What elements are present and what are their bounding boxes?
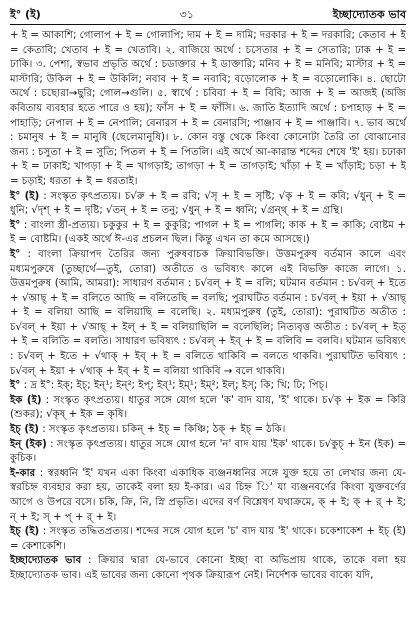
entry-text: : বাংলা স্ত্রী-প্রত্যয়। চকুকুর + ই = কুকুরি; পাগল + ই = পাগলি; কাক + ই = কাকি; বোষ্টম + ই = বোষ্টমি। (একই অর্থে ঈ-এর প্রচলন ছিল। কিন্তু এখন তা কমে আসছে।) (10, 219, 407, 246)
entry-text: : স্বরধ্বনি 'ই' যখন একা কিংবা একাধিক ব্যঞ্জনধ্বনির সঙ্গে যুক্ত হয়ে তা লেখার জন্য যে-স্বরচিহ্ন ব্যবহার করা হয়, তাকেই বলা হয় ই-কার। এর চিহ্ন 'ি' যা ব্যঞ্জনবর্ণের কিংবা যুক্তবর্ণের আগে ও উপরে বসে। চকি, ক্রি, নি, স্নি প্রভৃতি। এদের বর্ণ বিশ্লেষণ যথাক্রমে, ক্ + ই; ক্ + র্ + ই; ন্ + ই; স্ + প্ + র্ + ই। (10, 467, 406, 523)
entry-paragraph (10, 394, 406, 423)
header-left-entry: ই° (ই) (10, 7, 41, 21)
entry-paragraph (10, 438, 406, 467)
entry-paragraph (10, 467, 406, 525)
entry-text: : সংস্কৃত তদ্ধিতপ্রত্যয়। শব্দের সঙ্গে যোগ হলে 'চ' বাদ যায় 'ই' থাকে। চকেশাকেশ + ইচ্ (ই) = কেশাকেশি। (10, 526, 406, 552)
page-body (10, 29, 406, 584)
entry-headword: ইন্ (ইক) (10, 438, 47, 450)
header-right-entry: ইচ্ছাদ্যোতক ভাব (332, 7, 406, 21)
entry-headword: ই-কার (10, 467, 36, 479)
entry-text: : সংস্কৃত কৃৎপ্রত্যয়। ধাতুর সঙ্গে যোগ হলে 'ন' বাদ যায় 'ইক' থাকে। চ√কুচ্ + ইন (ইক) = কুচিক। (10, 438, 406, 465)
entry-text: : সংস্কৃত কৃৎপ্রত্যয়। ধাতুর সঙ্গে যোগ হলে 'ক' বাদ যায়, 'ই' থাকে। চ√কৃ + ইক = কিরি (শুকর); √কৃষ্ + ইক = কৃষি। (10, 394, 406, 421)
running-header (10, 6, 406, 25)
entry-paragraph (10, 554, 406, 583)
entry-headword: ই° (10, 380, 21, 392)
entry-text: + ই = আকাশি; গোলাপ + ই = গোলাপি; দাম + ই = দামি; দরকার + ই = দরকারি; কেতাব + ই = কেতাবি; খেতাব + ই = খেতাবি। ২. বাজিয়ে অর্থে : চসেতার + ই = সেতারি; ঢাক + ই = ঢাকি। ৩. পেশা, স্বভাব প্রভৃতি অর্থে : চডাক্তার + ই ডাক্তারি; মনিব + ই = মনিবি; মাস্টার + ই = মাস্টারি; উকিল + ই = উকিলি; নবাব + ই = নবাবি; বড়োলোক + ই = বড়োলোকি। ৪. ছোটো অর্থে : চছোরা→ছুরি; গোল→গুলি। ৫. স্বার্থে : চবিবা + ই = বিবি; আজ + ই = আজই (অজি কবিতায় ব্যবহার হতে পারে ও হয়); ফাঁস + ই = ফাঁসি। ৬. জাতি ইত্যাদি অর্থে : চপাহাড় + ই = পাহাড়ি; নেপাল + ই = নেপালি; বেনারস + ই = বেনারসি; পাঞ্জাব + ই = পাঞ্জাবি। ৭. ভাব অর্থে : চমানুষ + ই = মানুষি (ছেলেমানুষি)। ৮. কোন বস্তু থেকে কিংবা কোনোটা তৈরি তা বোঝানোর জন্য : চসুতা + ই = সুতি; পিতল + ই = পিতলি। এই অর্থে আ-কারান্ত শব্দের শেষে 'ই' হয়। চঢাকা + ই = ঢাকাই; খাগড়া + ই = খাগড়াই; তাগড়া + ই = তাগড়াই; খাঁড়া + ই = খাঁড়াই; চড়া + ই = চড়াই; ধরতা + ই = ধরতাই। (10, 30, 406, 187)
entry-headword: ইচ্ (ই) (10, 424, 39, 436)
entry-headword: ই° (ই) (10, 190, 40, 202)
entry-headword: ই° (10, 219, 21, 231)
entry-headword: ইচ্ (ই) (10, 526, 40, 538)
entry-text: : সংস্কৃত কৃৎপ্রত্যয়। চকিন্ + ইচ্ = কিঞ্চি; ঠক্ + ইচ্ = ঠকি। (42, 424, 286, 436)
entry-paragraph (10, 29, 406, 190)
entry-headword: ইচ্ছাদ্যোতক ভাব (10, 555, 82, 567)
entry-text: : সংস্কৃত কৃৎপ্রত্যয়। চ√রু + ই = রবি; √সৃ + ই = সৃষ্টি; √কৃ + ই = কবি; √ধুন্ + ই = ধুনি; √দৃশ্ + ই = দৃষ্টি; √তন্ + ই = তনু; √ধুন্ + ই = ধ্বনি; √গ্রন্থ্ + ই = গ্রন্থি। (10, 190, 406, 217)
entry-paragraph (10, 190, 406, 219)
page-number: ৩১ (179, 7, 194, 21)
entry-paragraph (10, 248, 406, 379)
entry-text: : দ্র ই°: ইক্; ইচ্; ইন্¹; ইন্²; ইপ্; ইব্¹; ইম্¹; ইম্²; ইল্; ইস্; কি; খি; ঢি; পিচ্। (23, 380, 328, 392)
entry-text: : বাংলা ক্রিয়াপদ তৈরির জন্য পুরুষবাচক ক্রিয়াবিভক্তি। উত্তমপুরুষ বর্তমান কালে এবং মধ্যমপুরুষে (তুচ্ছার্থে—তুই, তোরা) অতীতে ও ভবিষ্যৎ কালে এই বিভক্তি কাজে লাগে। ১. উত্তমপুরুষ (আমি, আমরা): সাধারণ বর্তমান : চ√বল্ + ই = বলি; ঘটমান বর্তমান : চ√বল্ + ইতে + √আছ্ + ই = বলিতে আছি = বলিতেছি = বলছি; পুরাঘটিত বর্তমান : চ√বল্ + ইয়া + √আছ্ + ই = বলিয়া আছি = বলিয়াছি = বলেছি। ২. মধ্যমপুরুষ (তুই, তোরা): পুরাঘটিত অতীত : চ√বল্ + ইয়া + √আছ্ + ইল্ + ই = বলিয়াছিলি = বলেছিলি; নিত্যবৃত্ত অতীত : চ√বল্ + ইত্ + ই = বলিতি = বলতি। সাধারণ ভবিষ্যৎ : চ√বল্ + ইব্ + ই = বলিবি = বলবি। ঘটমান ভবিষ্যৎ : চ√বল্ + ইতে + √থাক্ + ইব্ + ই = বলিতে থাকিবি = বলতে থাকবি। পুরাঘটিত ভবিষ্যৎ : চ√বল্ + ইয়া + √থাক্ + ইব্ + ই = বলিয়া থাকিবি → বলে থাকবি। (10, 248, 406, 377)
entry-paragraph (10, 219, 406, 248)
entry-paragraph (10, 379, 406, 394)
entry-paragraph (10, 423, 406, 438)
entry-paragraph (10, 525, 406, 554)
entry-text: : ক্রিয়ার দ্বারা যে-ভাবে কোনো ইচ্ছা বা অভিপ্রায় থাকে, তাকে বলা হয় ইচ্ছাদ্যোতক ভাব। এই ভাবের জন্য কোনো পৃথক ক্রিয়ারূপ নেই। নির্দেশক ভাবের বাক্যে যদি, (10, 555, 406, 581)
entry-headword: ইক (ই) (10, 394, 42, 406)
entry-headword: ই° (10, 248, 21, 260)
